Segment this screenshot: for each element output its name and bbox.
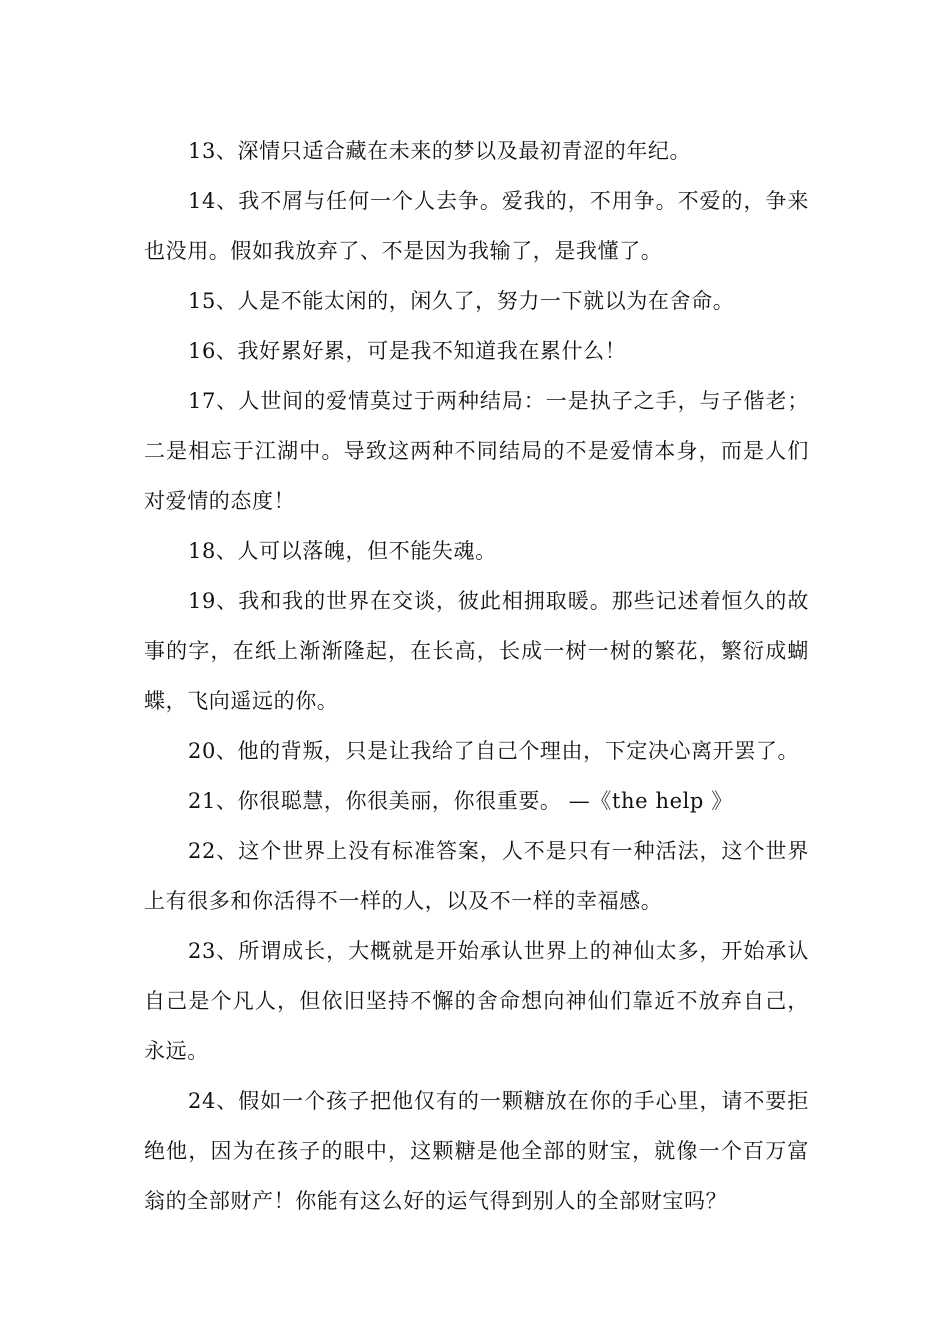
paragraph-14: 14、我不屑与任何一个人去争。爱我的，不用争。不爱的，争来也没用。假如我放弃了、不是因为我输了，是我懂了。 [144,189,809,263]
paragraph-22: 22、这个世界上没有标准答案，人不是只有一种活法，这个世界上有很多和你活得不一样的人，以及不一样的幸福感。 [144,839,809,913]
paragraph-19: 19、我和我的世界在交谈，彼此相拥取暖。那些记述着恒久的故事的字，在纸上渐渐隆起，在长高，长成一树一树的繁花，繁衍成蝴蝶，飞向遥远的你。 [144,589,809,713]
paragraph-18: 18、人可以落魄，但不能失魂。 [188,539,497,563]
paragraph-23: 23、所谓成长，大概就是开始承认世界上的神仙太多，开始承认自己是个凡人，但依旧坚持不懈的舍命想向神仙们靠近不放弃自己，永远。 [144,939,809,1063]
paragraph-17: 17、人世间的爱情莫过于两种结局：一是执子之手，与子偕老；二是相忘于江湖中。导致这两种不同结局的不是爱情本身，而是人们对爱情的态度！ [144,389,809,513]
paragraph-15: 15、人是不能太闲的，闲久了，努力一下就以为在舍命。 [188,289,735,313]
paragraph-24: 24、假如一个孩子把他仅有的一颗糖放在你的手心里，请不要拒绝他，因为在孩子的眼中，这颗糖是他全部的财宝，就像一个百万富翁的全部财产！你能有这么好的运气得到别人的全部财宝吗？ [144,1089,809,1213]
paragraph-13: 13、深情只适合藏在未来的梦以及最初青涩的年纪。 [188,139,692,163]
paragraph-20: 20、他的背叛，只是让我给了自己个理由，下定决心离开罢了。 [188,739,800,763]
paragraph-16: 16、我好累好累，可是我不知道我在累什么！ [188,339,627,363]
paragraph-21: 21、你很聪慧，你很美丽，你很重要。 —《the help 》 [188,789,733,813]
document-body [144,126,809,1226]
